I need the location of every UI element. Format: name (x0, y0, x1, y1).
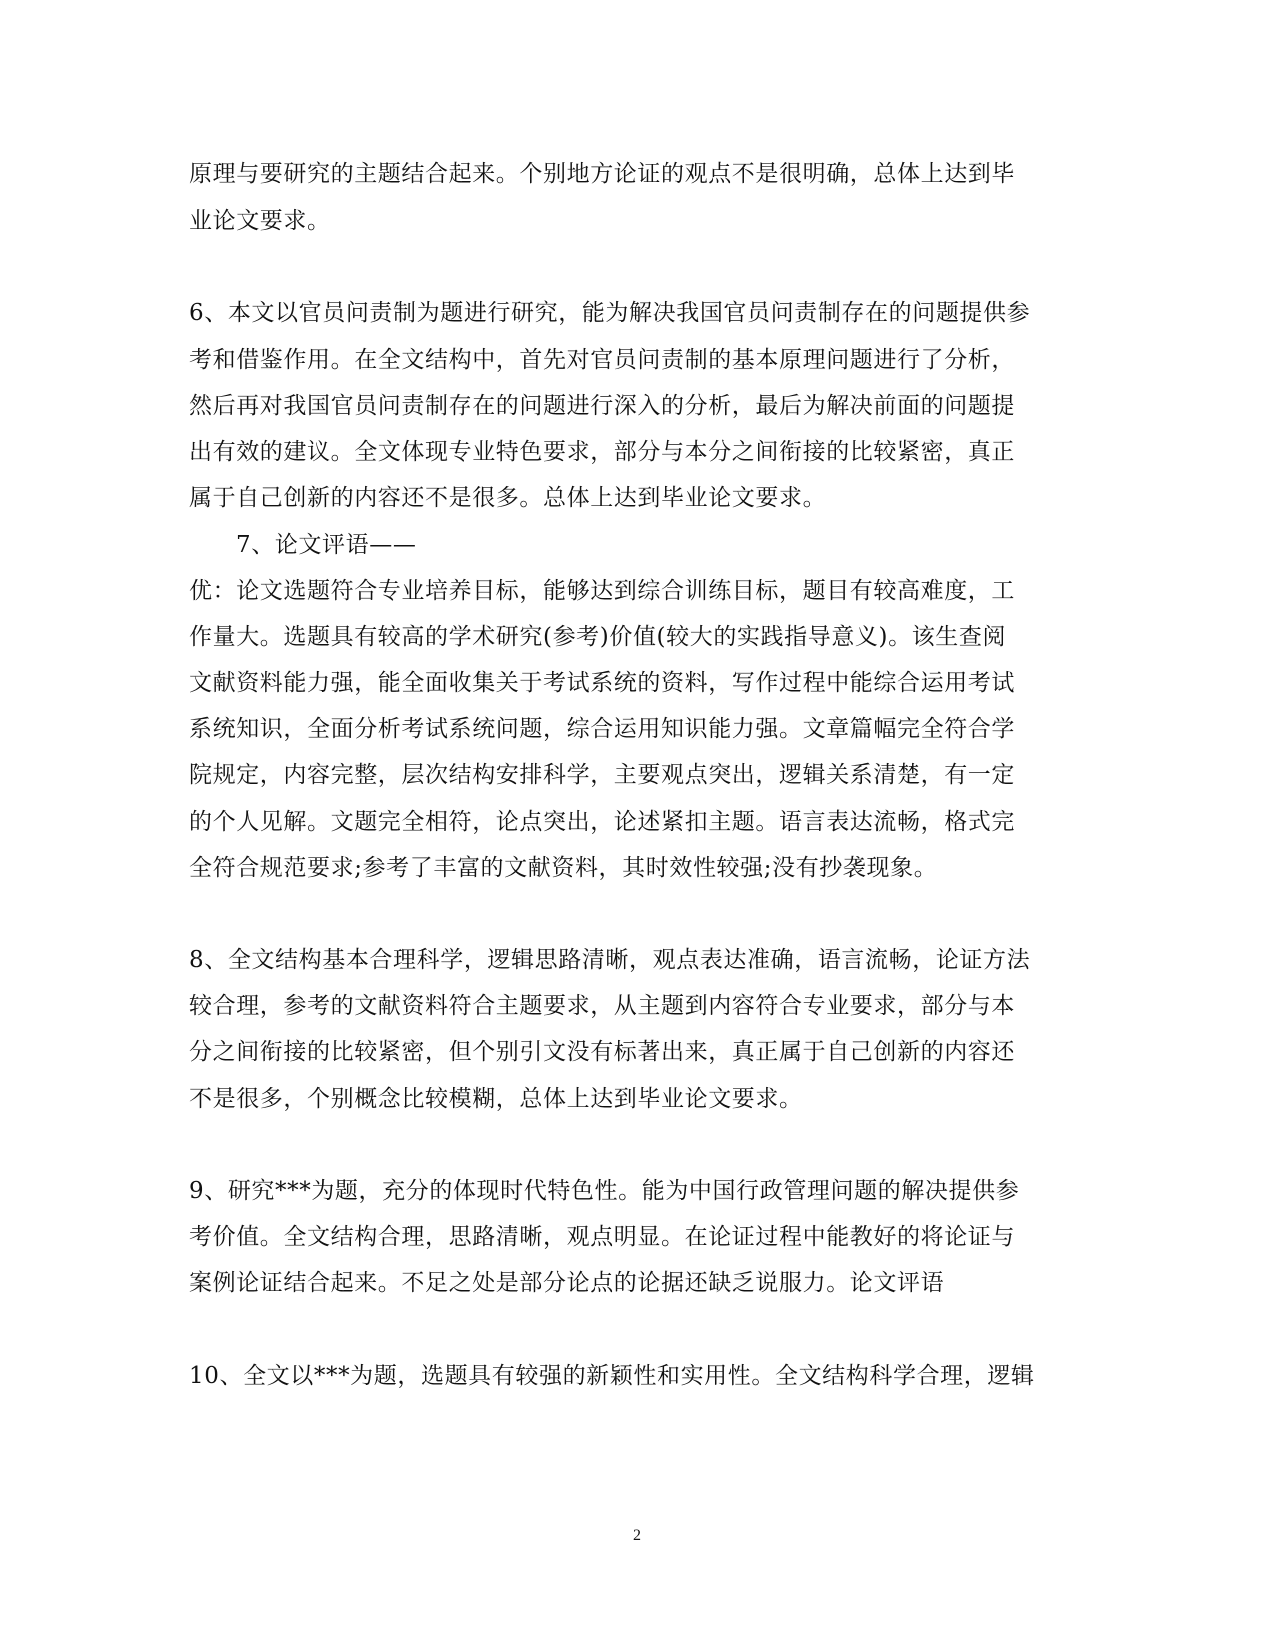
text-line: 9、研究***为题，充分的体现时代特色性。能为中国行政管理问题的解决提供参 (189, 1178, 1020, 1204)
text-line: 院规定，内容完整，层次结构安排科学，主要观点突出，逻辑关系清楚，有一定 (189, 762, 1015, 788)
page-number: 2 (633, 1527, 641, 1544)
text-line: 10、全文以***为题，选题具有较强的新颖性和实用性。全文结构科学合理，逻辑 (189, 1363, 1035, 1389)
text-line: 业论文要求。 (189, 208, 331, 234)
text-line: 分之间衔接的比较紧密，但个别引文没有标著出来，真正属于自己创新的内容还 (189, 1039, 1015, 1065)
text-line: 的个人见解。文题完全相符，论点突出，论述紧扣主题。语言表达流畅，格式完 (189, 809, 1015, 835)
text-line: 优：论文选题符合专业培养目标，能够达到综合训练目标，题目有较高难度，工 (189, 578, 1015, 604)
text-line: 8、全文结构基本合理科学，逻辑思路清晰，观点表达准确，语言流畅，论证方法 (189, 947, 1031, 973)
text-line: 原理与要研究的主题结合起来。个别地方论证的观点不是很明确，总体上达到毕 (189, 161, 1015, 187)
section-heading: 7、论文评语—— (236, 532, 417, 558)
text-line: 6、本文以官员问责制为题进行研究，能为解决我国官员问责制存在的问题提供参 (189, 300, 1031, 326)
text-line: 考价值。全文结构合理，思路清晰，观点明显。在论证过程中能教好的将论证与 (189, 1224, 1015, 1250)
text-line: 属于自己创新的内容还不是很多。总体上达到毕业论文要求。 (189, 485, 827, 511)
text-line: 文献资料能力强，能全面收集关于考试系统的资料，写作过程中能综合运用考试 (189, 670, 1015, 696)
text-line: 全符合规范要求;参考了丰富的文献资料，其时效性较强;没有抄袭现象。 (189, 855, 938, 881)
text-line: 较合理，参考的文献资料符合主题要求，从主题到内容符合专业要求，部分与本 (189, 993, 1015, 1019)
text-line: 不是很多，个别概念比较模糊，总体上达到毕业论文要求。 (189, 1086, 803, 1112)
text-line: 考和借鉴作用。在全文结构中，首先对官员问责制的基本原理问题进行了分析， (189, 347, 1015, 373)
text-line: 出有效的建议。全文体现专业特色要求，部分与本分之间衔接的比较紧密，真正 (189, 439, 1015, 465)
text-line: 案例论证结合起来。不足之处是部分论点的论据还缺乏说服力。论文评语 (189, 1270, 945, 1296)
text-line: 系统知识，全面分析考试系统问题，综合运用知识能力强。文章篇幅完全符合学 (189, 716, 1015, 742)
text-line: 作量大。选题具有较高的学术研究(参考)价值(较大的实践指导意义)。该生查阅 (189, 624, 1007, 650)
text-line: 然后再对我国官员问责制存在的问题进行深入的分析，最后为解决前面的问题提 (189, 393, 1015, 419)
